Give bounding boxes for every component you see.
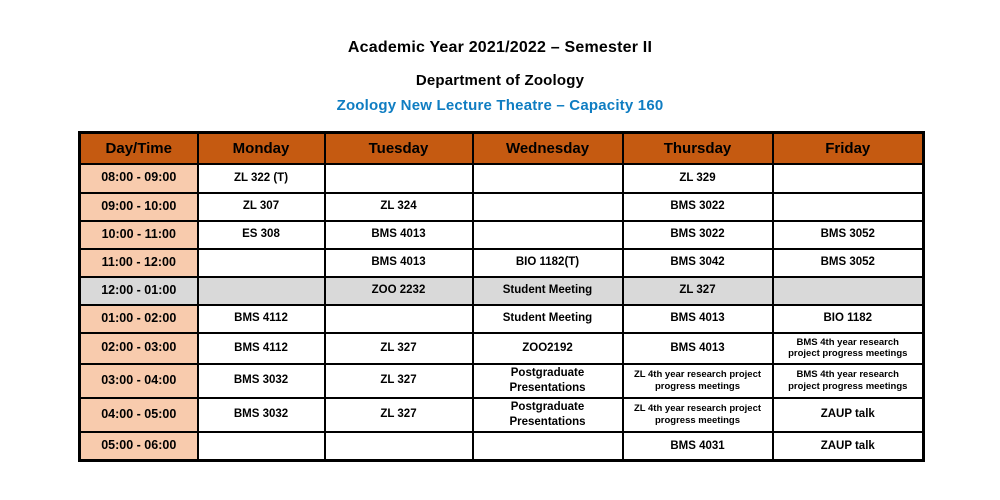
- column-header-friday: Friday: [773, 133, 924, 164]
- table-row: [80, 364, 924, 398]
- timetable-cell: BMS 4013: [325, 221, 473, 249]
- timetable-cell: BMS 4112: [198, 333, 325, 364]
- table-row: [80, 398, 924, 432]
- timetable-cell: [473, 432, 623, 461]
- timetable-header-row: [80, 133, 924, 164]
- timetable-cell: BMS 3032: [198, 398, 325, 432]
- table-row: [80, 193, 924, 221]
- timetable-cell: BMS 4031: [623, 432, 773, 461]
- time-slot-label: 10:00 - 11:00: [80, 221, 198, 249]
- timetable-cell: BIO 1182(T): [473, 249, 623, 277]
- timetable-cell: ZL 327: [325, 364, 473, 398]
- table-row: [80, 305, 924, 333]
- timetable-cell: BMS 4112: [198, 305, 325, 333]
- table-row: [80, 432, 924, 461]
- page-title-academic-year: Academic Year 2021/2022 – Semester II: [347, 39, 653, 56]
- timetable-cell: Student Meeting: [473, 277, 623, 305]
- column-header-wednesday: Wednesday: [473, 133, 623, 164]
- timetable-cell: [198, 249, 325, 277]
- table-row: [80, 333, 924, 364]
- table-row: [80, 164, 924, 193]
- column-header-thursday: Thursday: [623, 133, 773, 164]
- timetable-cell: [325, 432, 473, 461]
- timetable-cell: BMS 3022: [623, 221, 773, 249]
- time-slot-label: 01:00 - 02:00: [80, 305, 198, 333]
- timetable-cell: ZL 324: [325, 193, 473, 221]
- timetable-cell: BMS 4th year research project progress meetings: [773, 333, 924, 364]
- timetable-cell: Student Meeting: [473, 305, 623, 333]
- column-header-monday: Monday: [198, 133, 325, 164]
- timetable: [78, 131, 925, 462]
- timetable-cell: Postgraduate Presentations: [473, 364, 623, 398]
- time-slot-label: 02:00 - 03:00: [80, 333, 198, 364]
- timetable-cell: ZAUP talk: [773, 398, 924, 432]
- timetable-cell: [473, 193, 623, 221]
- timetable-cell: BMS 4013: [623, 305, 773, 333]
- timetable-cell: [325, 305, 473, 333]
- column-header-tuesday: Tuesday: [325, 133, 473, 164]
- time-slot-label: 03:00 - 04:00: [80, 364, 198, 398]
- table-row: [80, 277, 924, 305]
- timetable-cell: BMS 3022: [623, 193, 773, 221]
- timetable-cell: ZL 327: [325, 333, 473, 364]
- timetable-cell: ZL 307: [198, 193, 325, 221]
- time-slot-label: 12:00 - 01:00: [80, 277, 198, 305]
- timetable-cell: [773, 277, 924, 305]
- timetable-cell: BIO 1182: [773, 305, 924, 333]
- time-slot-label: 08:00 - 09:00: [80, 164, 198, 193]
- timetable-cell: BMS 4013: [325, 249, 473, 277]
- timetable-cell: ZL 327: [325, 398, 473, 432]
- time-slot-label: 11:00 - 12:00: [80, 249, 198, 277]
- timetable-cell: [325, 164, 473, 193]
- timetable-cell: ZOO2192: [473, 333, 623, 364]
- timetable-cell: [473, 221, 623, 249]
- table-row: [80, 249, 924, 277]
- timetable-cell: BMS 4th year research project progress meetings: [773, 364, 924, 398]
- timetable-cell: [198, 277, 325, 305]
- timetable-cell: [198, 432, 325, 461]
- timetable-cell: [773, 193, 924, 221]
- timetable-cell: BMS 3052: [773, 249, 924, 277]
- timetable-cell: BMS 3052: [773, 221, 924, 249]
- timetable-cell: ZL 322 (T): [198, 164, 325, 193]
- timetable-cell: [473, 164, 623, 193]
- time-slot-label: 04:00 - 05:00: [80, 398, 198, 432]
- time-slot-label: 05:00 - 06:00: [80, 432, 198, 461]
- timetable-cell: ZL 329: [623, 164, 773, 193]
- timetable-cell: ZL 4th year research project progress meetings: [623, 364, 773, 398]
- table-row: [80, 221, 924, 249]
- timetable-cell: BMS 3032: [198, 364, 325, 398]
- timetable-cell: ZAUP talk: [773, 432, 924, 461]
- timetable-cell: BMS 3042: [623, 249, 773, 277]
- time-slot-label: 09:00 - 10:00: [80, 193, 198, 221]
- page-title-department: Department of Zoology: [415, 72, 585, 89]
- timetable-cell: BMS 4013: [623, 333, 773, 364]
- timetable-cell: ZL 4th year research project progress meetings: [623, 398, 773, 432]
- timetable-cell: [773, 164, 924, 193]
- timetable-cell: ZL 327: [623, 277, 773, 305]
- timetable-cell: ES 308: [198, 221, 325, 249]
- column-header-day-time: Day/Time: [80, 133, 198, 164]
- timetable-cell: Postgraduate Presentations: [473, 398, 623, 432]
- timetable-cell: ZOO 2232: [325, 277, 473, 305]
- page-title-venue-capacity: Zoology New Lecture Theatre – Capacity 160: [336, 97, 664, 114]
